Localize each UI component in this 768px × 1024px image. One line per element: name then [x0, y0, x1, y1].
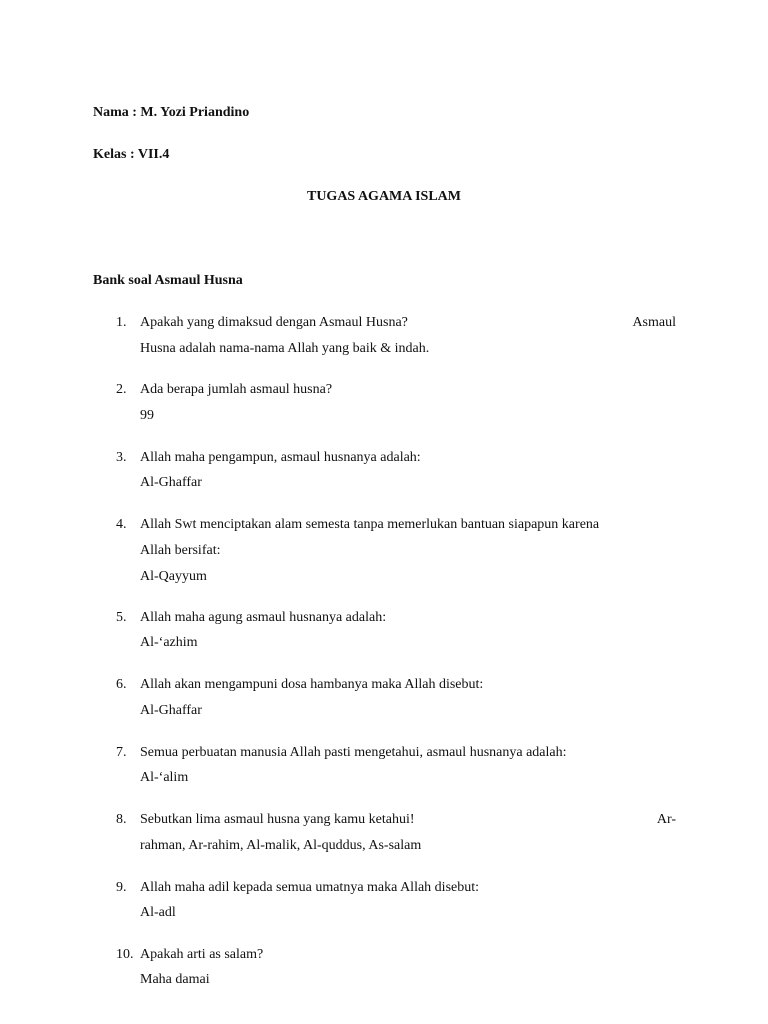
- question: Apakah yang dimaksud dengan Asmaul Husna?: [140, 315, 408, 330]
- answer: Al-‘alim: [140, 770, 189, 785]
- answer: Maha damai: [140, 972, 210, 987]
- question: Allah Swt menciptakan alam semesta tanpa memerlukan bantuan siapapun karena: [140, 517, 600, 532]
- item-number: 9.: [116, 880, 127, 895]
- question: Sebutkan lima asmaul husna yang kamu ketahui!: [140, 812, 415, 827]
- student-class: Kelas : VII.4: [93, 147, 170, 162]
- answer-start: Asmaul: [632, 315, 676, 330]
- answer: Al-Ghaffar: [140, 475, 202, 490]
- answer: Husna adalah nama-nama Allah yang baik & indah.: [140, 341, 430, 356]
- question: Allah akan mengampuni dosa hambanya maka Allah disebut:: [140, 677, 484, 692]
- item-number: 5.: [116, 610, 127, 625]
- question: Ada berapa jumlah asmaul husna?: [140, 382, 333, 397]
- question: Semua perbuatan manusia Allah pasti mengetahui, asmaul husnanya adalah:: [140, 745, 567, 760]
- item-number: 6.: [116, 677, 127, 692]
- answer: rahman, Ar-rahim, Al-malik, Al-quddus, As-salam: [140, 838, 422, 853]
- answer: Al-Qayyum: [140, 569, 207, 584]
- answer: Al-‘azhim: [140, 635, 198, 650]
- answer: Al-Ghaffar: [140, 703, 202, 718]
- question-continued: Allah bersifat:: [140, 543, 221, 558]
- question: Allah maha adil kepada semua umatnya maka Allah disebut:: [140, 880, 480, 895]
- question: Allah maha pengampun, asmaul husnanya adalah:: [140, 450, 421, 465]
- answer-start: Ar-: [656, 812, 676, 827]
- item-number: 7.: [116, 745, 127, 760]
- question: Allah maha agung asmaul husnanya adalah:: [140, 610, 387, 625]
- item-number: 1.: [116, 315, 127, 330]
- item-number: 2.: [116, 382, 127, 397]
- student-name: Nama : M. Yozi Priandino: [93, 105, 250, 120]
- section-heading: Bank soal Asmaul Husna: [93, 273, 243, 288]
- answer: Al-adl: [140, 905, 176, 920]
- item-number: 4.: [116, 517, 127, 532]
- page-title: TUGAS AGAMA ISLAM: [306, 189, 462, 204]
- answer: 99: [140, 408, 154, 423]
- question: Apakah arti as salam?: [140, 947, 264, 962]
- item-number: 3.: [116, 450, 127, 465]
- item-number: 10.: [116, 947, 134, 962]
- item-number: 8.: [116, 812, 127, 827]
